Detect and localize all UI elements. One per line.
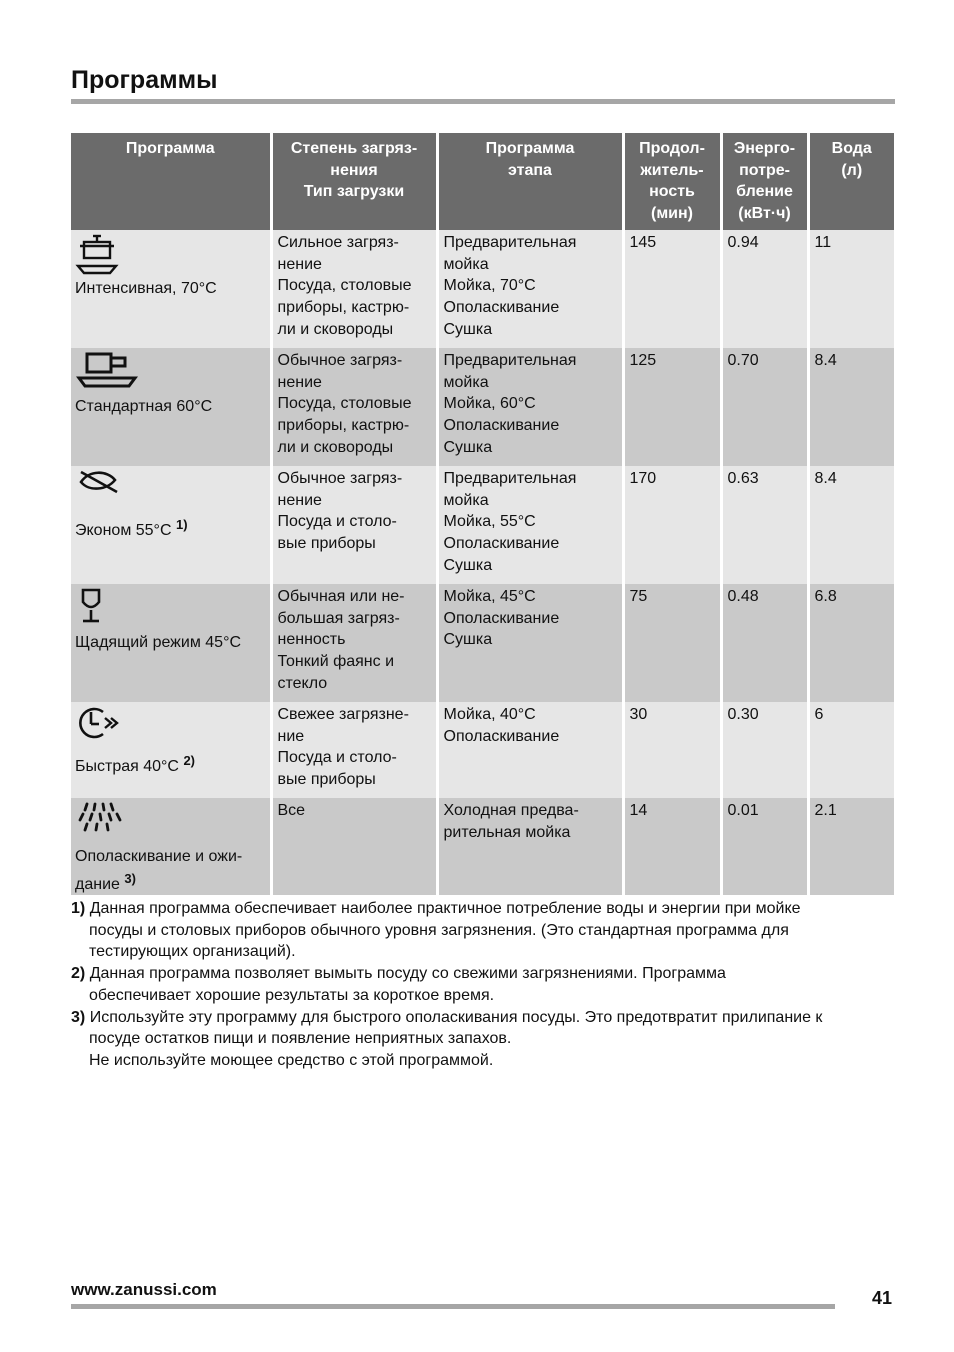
soil-level-cell [271,584,437,702]
water-cell: 6.8 [808,584,894,702]
column-header-line: Вода [831,140,872,157]
energy-cell: 0.48 [721,584,808,702]
table-row [71,798,894,895]
phase-line: Сушка [443,320,493,338]
column-header [721,133,808,230]
phase-line: Ополаскивание [443,417,560,435]
phase-line: Мойка, 40°C [443,706,536,723]
water-cell: 11 [808,230,894,348]
wine-glass-icon [75,586,265,632]
phase-line: Холодная предва- [443,802,579,819]
program-name: Щадящий режим 45°C [75,634,242,651]
duration-cell: 75 [623,584,721,702]
soil-level-cell [271,230,437,348]
column-header-line: Степень загряз- [290,140,418,157]
footnote-number: 1) [71,900,86,917]
column-header [271,133,437,230]
soil-level-line: нение [277,491,322,509]
title-divider [71,99,895,104]
phase-line: Ополаскивание [443,727,560,745]
column-header-line: Программа [125,140,215,157]
column-header-line: (мин) [651,205,693,223]
soil-level-line: Обычная или не- [277,588,405,605]
phase-line: Ополаскивание [443,535,560,553]
program-cell [71,466,271,584]
column-header [71,133,271,230]
footnote-text: тестирующих организаций). [89,943,296,961]
duration-cell: 145 [623,230,721,348]
column-header [623,133,721,230]
soil-level-line: стекло [277,674,328,692]
phase-line: мойка [443,255,489,273]
programs-table [71,133,894,895]
soil-level-line: ненность [277,631,346,649]
water-cell: 8.4 [808,466,894,584]
footnote-number: 2) [71,965,86,983]
energy-cell: 0.01 [721,798,808,895]
footnotes [71,898,901,1072]
phases-cell [437,466,623,584]
soil-level-line: приборы, кастрю- [277,299,410,317]
cup-icon [75,350,265,396]
footnote-text: посуды и столовых приборов обычного уровня загрязнения. (Это стандартная программа для [89,921,789,939]
page-number: 41 [872,1288,893,1308]
soil-level-cell [271,348,437,466]
column-header-line: (л) [841,161,863,179]
table-header-row [71,133,894,230]
soil-level-line: Посуда и столо- [277,513,397,531]
program-cell [71,702,271,798]
soil-level-line: Сильное загряз- [277,234,399,251]
duration-cell: 30 [623,702,721,798]
column-header-line: Тип загрузки [303,183,405,201]
soil-level-cell [271,702,437,798]
column-header-line: потре- [739,161,790,179]
duration-cell: 14 [623,798,721,895]
column-header-line: ность [649,183,695,201]
phase-line: мойка [443,373,489,391]
duration-cell: 170 [623,466,721,584]
water-cell: 2.1 [808,798,894,895]
soil-level-line: Посуда и столо- [277,749,397,767]
table-row [71,230,894,348]
phase-line: Мойка, 70°C [443,277,536,295]
soil-level-line: вые приборы [277,535,376,553]
soil-level-line: ли и сковороды [277,320,394,338]
leaf-icon [75,468,265,514]
program-cell [71,798,271,895]
soil-level-line: Все [277,802,306,819]
column-header-line: Продол- [639,140,705,157]
phase-line: мойка [443,491,489,509]
footer-url: www.zanussi.com [71,1280,217,1299]
table-row [71,584,894,702]
phase-line: Предварительная [443,470,577,487]
program-cell [71,230,271,348]
footnote-text: Данная программа позволяет вымыть посуду со свежими загрязнениями. Программа [89,965,726,983]
soil-level-line: приборы, кастрю- [277,417,410,435]
footnote-marker: 3) [124,870,136,886]
program-name: Стандартная 60°C [75,398,213,415]
phase-line: Сушка [443,631,493,649]
phase-line: Сушка [443,438,493,456]
phases-cell [437,702,623,798]
phase-line: Сушка [443,556,493,574]
column-header-line: этапа [508,161,552,179]
program-cell [71,584,271,702]
column-header [808,133,894,230]
column-header [437,133,623,230]
footnote-number: 3) [71,1008,86,1026]
column-header-line: (кВт·ч) [738,205,791,223]
column-header-line: Энерго- [733,140,796,157]
page-title: Программы [71,66,218,94]
table-row [71,702,894,798]
soil-level-line: Обычное загряз- [277,470,403,487]
soil-level-line: вые приборы [277,771,376,789]
duration-cell: 125 [623,348,721,466]
phase-line: Ополаскивание [443,609,560,627]
phases-cell [437,348,623,466]
footnote-text: Не используйте моющее средство с этой программой. [89,1051,494,1069]
program-name: Эконом 55°C $^{1)}$ [75,517,188,539]
rinse-spray-icon [75,800,265,846]
phase-line: Мойка, 55°C [443,513,536,531]
phases-cell [437,230,623,348]
phase-line: Предварительная [443,352,577,369]
soil-level-line: Посуда, столовые [277,395,412,413]
footnote-text: Данная программа обеспечивает наиболее практичное потребление воды и энергии при мойке [89,900,801,917]
phase-line: Мойка, 45°C [443,588,536,605]
energy-cell: 0.30 [721,702,808,798]
footnote-marker: 2) [183,753,195,768]
soil-level-line: ли и сковороды [277,438,394,456]
energy-cell: 0.63 [721,466,808,584]
footnote-text: Используйте эту программу для быстрого ополаскивания посуды. Это предотвратит прилипание к [89,1008,823,1026]
soil-level-line: Посуда, столовые [277,277,412,295]
program-name: дание $^{3)}$ [75,870,136,893]
energy-cell: 0.70 [721,348,808,466]
column-header-line: житель- [640,161,704,179]
soil-level-line: нение [277,373,322,391]
column-header-line: Программа [485,140,575,157]
program-cell [71,348,271,466]
soil-level-cell [271,466,437,584]
phase-line: Мойка, 60°C [443,395,536,413]
soil-level-line: Обычное загряз- [277,352,403,369]
water-cell: 8.4 [808,348,894,466]
footnote-text: обеспечивает хорошие результаты за короткое время. [89,986,495,1004]
column-header-line: нения [330,161,378,179]
footnote-text: посуде остатков пищи и появление неприятных запахов. [89,1030,512,1048]
program-name: Интенсивная, 70°C [75,280,217,297]
soil-level-line: Тонкий фаянс и [277,653,395,671]
energy-cell: 0.94 [721,230,808,348]
footnote-marker: 1) [175,517,188,532]
phase-line: рительная мойка [443,823,571,841]
soil-level-line: ние [277,727,305,745]
program-name: Ополаскивание и ожи- [75,848,243,865]
phases-cell [437,584,623,702]
soil-level-cell [271,798,437,895]
water-cell: 6 [808,702,894,798]
soil-level-line: большая загряз- [277,609,400,627]
phases-cell [437,798,623,895]
pot-icon [75,232,265,278]
footer-divider [71,1304,835,1309]
table-row [71,348,894,466]
footnote [71,963,901,1006]
phase-line: Предварительная [443,234,577,251]
footnote [71,898,901,963]
program-name: Быстрая 40°C $^{2)}$ [75,753,195,775]
footnote [71,1007,901,1072]
table-row [71,466,894,584]
quick-clock-icon [75,704,265,750]
soil-level-line: Свежее загрязне- [277,706,409,723]
soil-level-line: нение [277,255,322,273]
column-header-line: бление [736,183,793,201]
phase-line: Ополаскивание [443,299,560,317]
